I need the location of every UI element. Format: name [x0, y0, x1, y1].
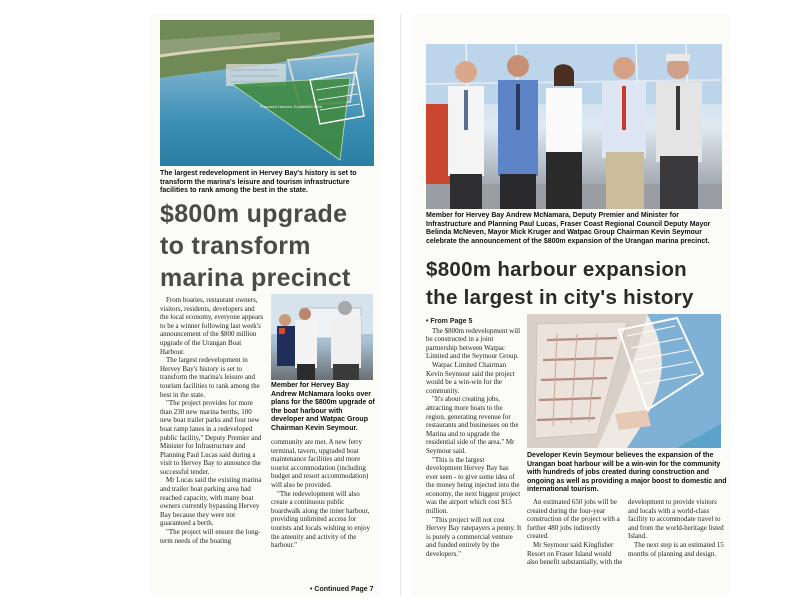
article-paragraph: The $800m redevelopment will be constructed in a joint partnership between Watpac Limited and the Seymour Group. [426, 326, 521, 361]
article-paragraph: "The redevelopment will also create a continuous public boardwalk along the inner harbour, providing unlimited access for tourists and locals wishing to enjoy the amenity and activity of the harbour." [271, 489, 370, 550]
article-paragraph: "This project will not cost Hervey Bay ratepayers a penny. It is purely a commercial venture and funded entirely by the developers." [426, 515, 522, 559]
article-paragraph: From boaties, restaurant owners, visitors, residents, developers and the local economy, everyone appears to be a winner following last week's announcement of the $800 million upgrade of the Urangan Boat Harbour. [160, 296, 264, 356]
left-headline-line: to transform [160, 232, 311, 260]
article-paragraph: The next step is an estimated 15 months of planning and design. [628, 540, 724, 558]
expansion-area-label: Proposed Harbour Expansion Area [260, 104, 322, 109]
meeting-photo-caption: Member for Hervey Bay Andrew McNamara looks over plans for the $800m upgrade of the boat harbour with developer and Watpac Group Chairman Kevin Seymour. [271, 382, 375, 432]
right-headline-line: $800m harbour expansion [426, 258, 687, 281]
meeting-photo-illustration [271, 294, 373, 380]
harbour-plan-drawing [527, 314, 721, 448]
group-photo-caption: Member for Hervey Bay Andrew McNamara, Deputy Premier and Minister for Infrastructure and Planning Paul Lucas, Fraser Coast Regional Council Deputy Mayor Belinda McNeven, Mayor Mick Kruger and Watpac Group Chairman Kevin Seymour celebrate the announcement of the $800m expansion of the Urangan marina precinct. [426, 212, 711, 245]
article-paragraph: "It's about creating jobs, attracting more boats to the region, generating revenue for restaurants and businesses on the Marina and to upgrade the residential side of the area," Mr Seymour said. [426, 395, 519, 455]
article-paragraph: Mr Seymour said Kingfisher Resort on Fraser Island would also benefit substantially, with the [527, 540, 623, 567]
article-paragraph: Watpac Limited Chairman Kevin Seymour said the project would be a win-win for the community. [426, 360, 515, 395]
meeting-photo [271, 294, 373, 380]
page-gutter [400, 14, 401, 596]
right-article-column-1 [426, 318, 522, 594]
article-paragraph: development to provide visitors and locals with a world-class facility to accommodate travel to and from the world-heritage listed Island. [628, 498, 724, 541]
article-paragraph: "The project provides for more than 230 new marina berths, 100 new boat trailer parks and four new boat ramp lanes in a redeveloped public facility," Deputy Premier and Minister for Infrastructure and Planning Paul Lucas said during a visit to Hervey Bay to announce the successful tender. [160, 399, 262, 476]
article-paragraph: "This is the largest development Hervey Bay has ever seen - to give some idea of the money being injected into the economy, the next biggest project was the airport which cost $15 million. [426, 455, 521, 516]
right-headline [426, 256, 726, 312]
right-article-column-2 [527, 498, 623, 594]
article-paragraph: The largest redevelopment in Hervey Bay's history is set to transform the marina's leisure and tourism facilities to rank among the best in the state. [160, 356, 260, 399]
aerial-harbour-illustration [160, 20, 374, 166]
continued-marker: • Continued Page 7 [310, 586, 374, 593]
left-headline-line: marina precinct [160, 264, 351, 292]
harbour-plan-illustration [527, 314, 721, 448]
from-page-marker: • From Page 5 [426, 318, 473, 325]
right-headline-line: the largest in city's history [426, 286, 694, 309]
left-headline-line: $800m upgrade [160, 200, 348, 228]
article-paragraph: An estimated 650 jobs will be created during the four-year construction of the project with a further 480 jobs indirectly created. [527, 498, 620, 541]
article-paragraph: community are met. A new ferry terminal, tavern, upgraded boat maintenance facilities and more tourist accommodation (including budget and resort accommodation) will also be provided. [271, 438, 369, 489]
plan-caption: Developer Kevin Seymour believes the expansion of the Urangan boat harbour will be a win-win for the community with hundreds of jobs created during construction and ongoing as well as providing a major boost to domestic and international tourism. [527, 452, 727, 494]
group-photo-illustration [426, 44, 722, 209]
group-photo [426, 44, 722, 209]
article-paragraph: Mr Lucas said the existing marina and trailer boat parking area had reached capacity, with many boat owners currently bypassing Hervey Bay because they were not guaranteed a berth. [160, 476, 262, 528]
left-headline [160, 198, 380, 294]
aerial-harbour-photo [160, 20, 374, 166]
left-page [150, 14, 380, 596]
article-paragraph: "The project will ensure the long-term needs of the boating [160, 528, 261, 545]
left-article-column-2 [271, 438, 375, 586]
right-article-column-3 [628, 498, 724, 594]
right-page [412, 14, 730, 596]
left-article-column-1 [160, 296, 264, 594]
aerial-photo-caption: The largest redevelopment in Hervey Bay's history is set to transform the marina's leisure and tourism infrastructure facilities to rank among the best in the state. [160, 170, 357, 195]
